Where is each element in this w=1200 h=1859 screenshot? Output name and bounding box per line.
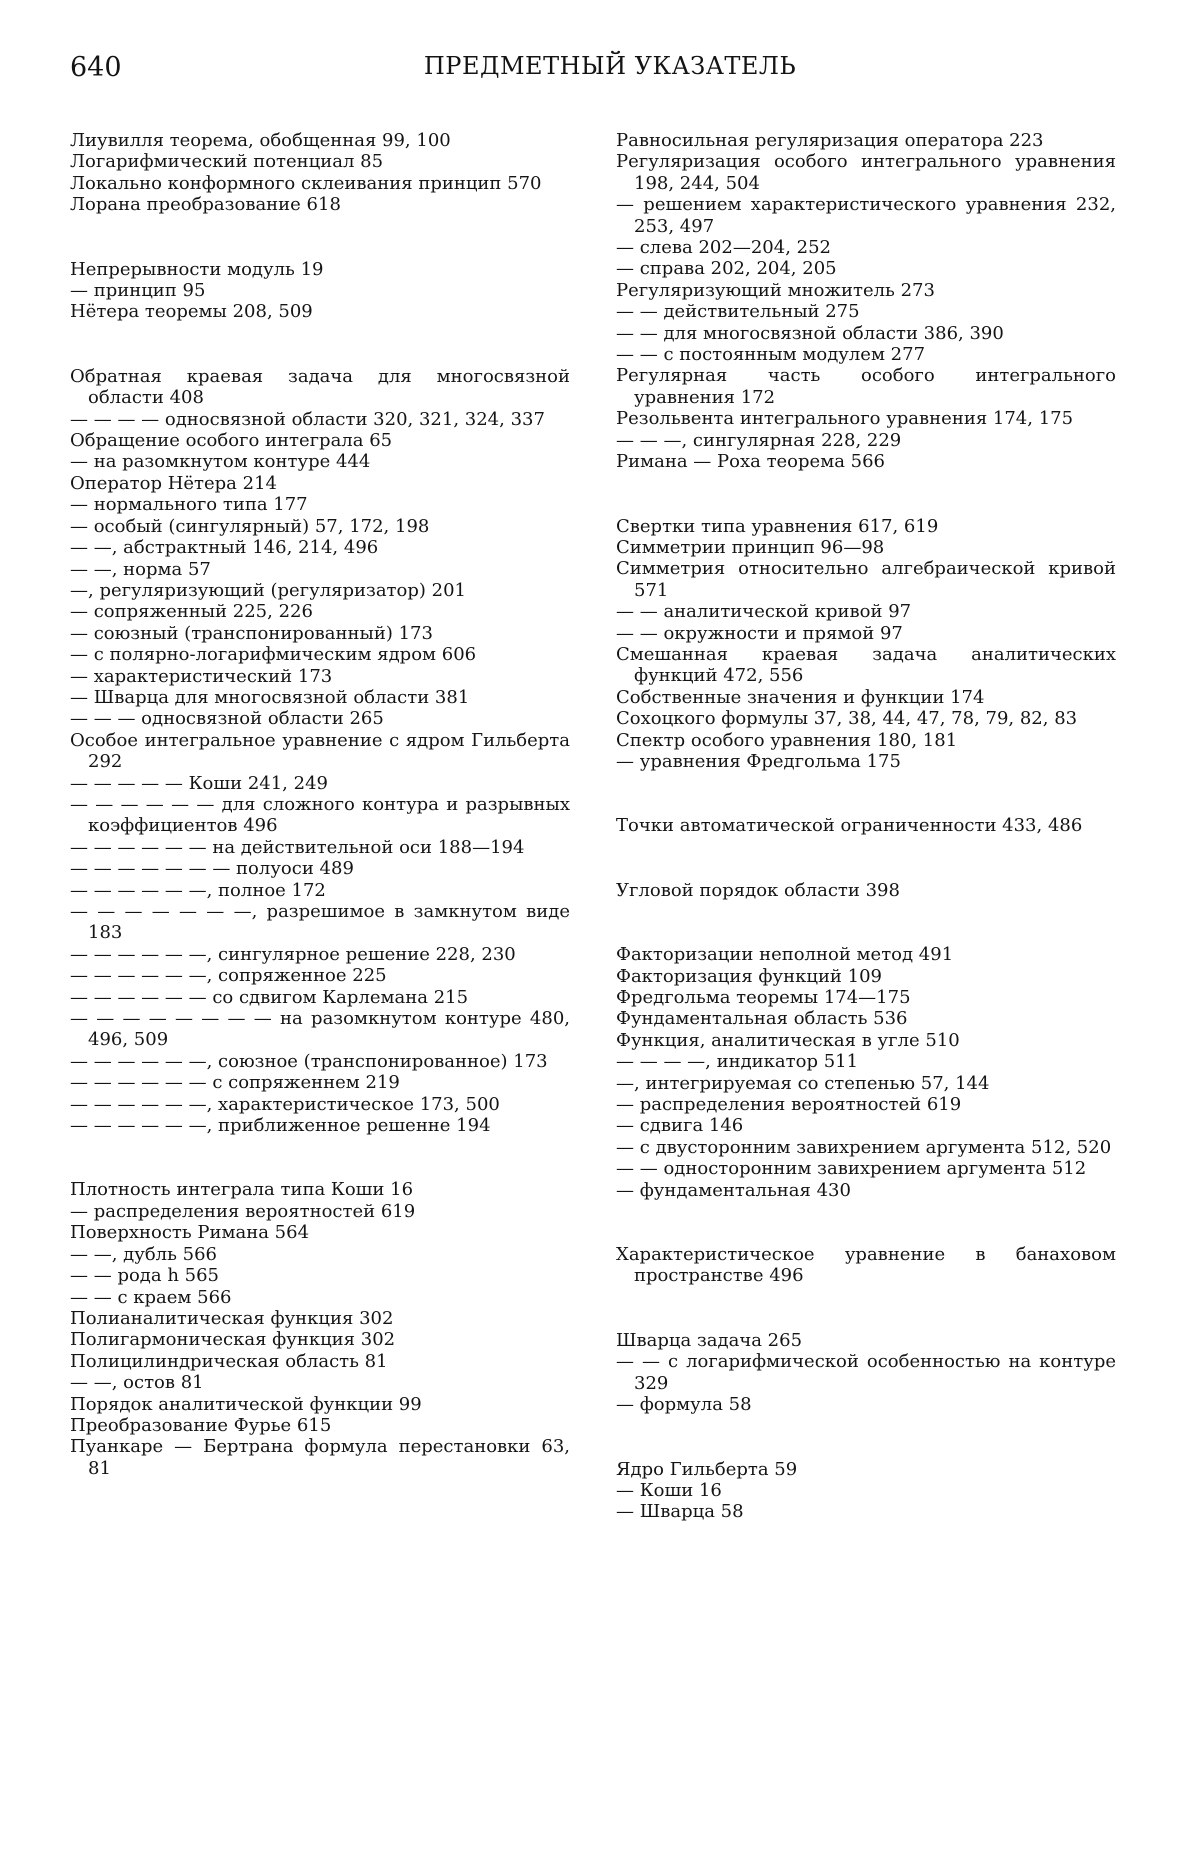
index-entry: Точки автоматической ограниченности 433, 486 <box>616 815 1083 837</box>
index-entry: — — с логарифмической особенностью на контуре 329 <box>616 1351 1116 1394</box>
index-entry: — — — — — —, союзное (транспонированное) 173 <box>70 1050 548 1072</box>
index-entry: Регулярная часть особого интегрального уравнения 172 <box>616 365 1116 408</box>
index-entry: Римана — Роха теорема 566 <box>616 451 885 473</box>
letter-group <box>616 880 1116 901</box>
index-entry: Лиувилля теорема, обобщенная 99, 100 <box>70 130 451 151</box>
index-entry: Пуанкаре — Бертрана формула перестановки 63, 81 <box>70 1436 570 1479</box>
letter-group <box>70 1179 570 1479</box>
index-entry: Особое интегральное уравнение с ядром Гильберта 292 <box>70 729 570 773</box>
index-entry: — нормального типа 177 <box>70 494 308 516</box>
index-entry: Резольвента интегрального уравнения 174, 175 <box>616 408 1074 430</box>
letter-group <box>70 366 570 1137</box>
index-entry: Лорана преобразование 618 <box>70 194 341 216</box>
index-entry: Обратная краевая задача для многосвязной области 408 <box>70 365 570 409</box>
index-entry: — уравнения Фредгольма 175 <box>616 750 901 772</box>
index-entry: Непрерывности модуль 19 <box>70 258 324 280</box>
index-entry: — формула 58 <box>616 1394 752 1416</box>
index-entry: Плотность интеграла типа Коши 16 <box>70 1179 414 1201</box>
index-entry: — — — — — — на действительной оси 188—194 <box>70 836 525 858</box>
letter-group <box>616 130 1116 473</box>
index-column-left <box>70 130 570 1479</box>
index-entry: Ядро Гильберта 59 <box>616 1458 798 1480</box>
index-entry: Спектр особого уравнения 180, 181 <box>616 729 958 751</box>
index-entry: — — односторонним завихрением аргумента 512 <box>616 1158 1087 1180</box>
index-entry: — — — — — — с сопряженнем 219 <box>70 1072 400 1094</box>
index-entry: Обращение особого интеграла 65 <box>70 430 393 452</box>
index-entry: Симметрия относительно алгебраической кривой 571 <box>616 558 1116 601</box>
index-entry: — распределения вероятностей 619 <box>616 1094 962 1116</box>
index-entry: Оператор Нётера 214 <box>70 472 277 494</box>
index-entry: Логарифмический потенциал 85 <box>70 151 384 173</box>
index-entry: Угловой порядок области 398 <box>616 879 900 901</box>
letter-group-gap <box>616 772 1116 815</box>
index-entry: Локально конформного склеивания принцип 570 <box>70 172 542 194</box>
index-entry: Полицилиндрическая область 81 <box>70 1350 388 1372</box>
index-entry: — решением характеристического уравнения 232, 253, 497 <box>616 194 1116 237</box>
index-entry: — — с краем 566 <box>70 1286 232 1308</box>
index-entry: — — — — — —, сингулярное решение 228, 230 <box>70 943 516 965</box>
index-entry: Равносильная регуляризация оператора 223 <box>616 130 1044 151</box>
letter-group <box>70 130 570 216</box>
index-entry: — — — — — Коши 241, 249 <box>70 772 328 794</box>
index-entry: — Шварца 58 <box>616 1501 744 1523</box>
letter-group <box>616 1459 1116 1523</box>
index-entry: Факторизации неполной метод 491 <box>616 944 954 966</box>
index-entry: — — — — — — для сложного контура и разрывных коэффициентов 496 <box>70 793 570 837</box>
letter-group-gap <box>70 1136 570 1179</box>
index-entry: —, регуляризующий (регуляризатор) 201 <box>70 579 466 601</box>
letter-group <box>616 1330 1116 1416</box>
index-entry: — — аналитической кривой 97 <box>616 601 912 623</box>
index-entry: Преобразование Фурье 615 <box>70 1414 332 1436</box>
index-entry: Фредгольма теоремы 174—175 <box>616 987 911 1008</box>
letter-group <box>616 516 1116 773</box>
index-entry: Сохоцкого формулы 37, 38, 44, 47, 78, 79, 82, 83 <box>616 708 1078 730</box>
index-entry: Функция, аналитическая в угле 510 <box>616 1029 960 1051</box>
index-entry: — — — — — — со сдвигом Карлемана 215 <box>70 986 469 1008</box>
index-entry: Полигармоническая функция 302 <box>70 1329 396 1351</box>
index-entry: — с двусторонним завихрением аргумента 512, 520 <box>616 1136 1112 1158</box>
letter-group-gap <box>616 473 1116 516</box>
index-entry: — — — односвязной области 265 <box>70 708 384 730</box>
index-entry: — Шварца для многосвязной области 381 <box>70 686 470 708</box>
index-entry: Нётера теоремы 208, 509 <box>70 301 313 323</box>
index-entry: Симметрии принцип 96—98 <box>616 536 885 558</box>
index-entry: — сопряженный 225, 226 <box>70 601 313 623</box>
index-entry: — справа 202, 204, 205 <box>616 258 837 280</box>
index-entry: Регуляризующий множитель 273 <box>616 279 935 301</box>
letter-group-gap <box>616 837 1116 880</box>
index-entry: — —, норма 57 <box>70 558 211 580</box>
index-entry: — фундаментальная 430 <box>616 1179 851 1201</box>
index-entry: — —, остов 81 <box>70 1372 204 1394</box>
index-entry: — — — —, индикатор 511 <box>616 1051 859 1073</box>
index-entry: Порядок аналитической функции 99 <box>70 1393 422 1415</box>
index-entry: Собственные значения и функции 174 <box>616 686 985 708</box>
index-entry: — характеристический 173 <box>70 665 333 687</box>
index-entry: — особый (сингулярный) 57, 172, 198 <box>70 515 430 537</box>
index-entry: — с полярно-логарифмическим ядром 606 <box>70 644 477 666</box>
index-entry: Регуляризация особого интегрального уравнения 198, 244, 504 <box>616 151 1116 194</box>
index-entry: — Коши 16 <box>616 1479 722 1501</box>
index-entry: — —, абстрактный 146, 214, 496 <box>70 537 379 559</box>
index-entry: — принцип 95 <box>70 280 206 302</box>
index-entry: Характеристическое уравнение в банаховом пространстве 496 <box>616 1244 1116 1287</box>
running-title: ПРЕДМЕТНЫЙ УКАЗАТЕЛЬ <box>423 52 797 80</box>
index-entry: — — — — — — —, разрешимое в замкнутом виде 183 <box>70 901 570 944</box>
index-entry: — — — — — —, полное 172 <box>70 879 326 901</box>
index-entry: — сдвига 146 <box>616 1115 744 1137</box>
index-entry: — —, дубль 566 <box>70 1243 217 1265</box>
index-entry: — — — — — —, сопряженное 225 <box>70 965 387 987</box>
index-entry: Шварца задача 265 <box>616 1329 803 1351</box>
letter-group-gap <box>616 1287 1116 1330</box>
index-entry: Фундаментальная область 536 <box>616 1008 908 1030</box>
index-entry: — — — — — — — полуоси 489 <box>70 858 354 880</box>
index-entry: — — — — — — — — на разомкнутом контуре 480, 496, 509 <box>70 1008 570 1051</box>
letter-group <box>616 944 1116 1201</box>
letter-group <box>70 259 570 323</box>
index-entry: Свертки типа уравнения 617, 619 <box>616 515 939 537</box>
index-entry: — союзный (транспонированный) 173 <box>70 622 433 644</box>
index-column-right <box>616 130 1116 1523</box>
index-entry: Смешанная краевая задача аналитических функций 472, 556 <box>616 643 1116 687</box>
index-entry: — — — — — —, приближенное решенне 194 <box>70 1115 491 1137</box>
letter-group-gap <box>616 1201 1116 1244</box>
page-header <box>70 52 1150 92</box>
index-entry: —, интегрируемая со степенью 57, 144 <box>616 1072 990 1094</box>
index-entry: — — — — односвязной области 320, 321, 324, 337 <box>70 408 545 430</box>
letter-group-gap <box>70 216 570 259</box>
index-entry: Полианалитическая функция 302 <box>70 1307 394 1329</box>
letter-group <box>616 1244 1116 1287</box>
index-entry: — распределения вероятностей 619 <box>70 1200 416 1222</box>
letter-group <box>616 815 1116 836</box>
index-entry: — — окружности и прямой 97 <box>616 622 903 644</box>
index-entry: — — — — — —, характеристическое 173, 500 <box>70 1093 500 1115</box>
page-number: 640 <box>70 52 122 83</box>
index-entry: Поверхность Римана 564 <box>70 1222 310 1244</box>
letter-group-gap <box>616 1416 1116 1459</box>
index-entry: — — для многосвязной области 386, 390 <box>616 322 1004 344</box>
index-entry: — слева 202—204, 252 <box>616 237 831 259</box>
index-entry: — — рода h 565 <box>70 1265 220 1287</box>
index-entry: — на разомкнутом контуре 444 <box>70 451 371 473</box>
index-entry: — — с постоянным модулем 277 <box>616 344 926 366</box>
letter-group-gap <box>70 323 570 366</box>
letter-group-gap <box>616 901 1116 944</box>
index-entry: — — действительный 275 <box>616 301 860 323</box>
index-entry: — — —, сингулярная 228, 229 <box>616 429 902 451</box>
index-entry: Факторизация функций 109 <box>616 965 883 987</box>
